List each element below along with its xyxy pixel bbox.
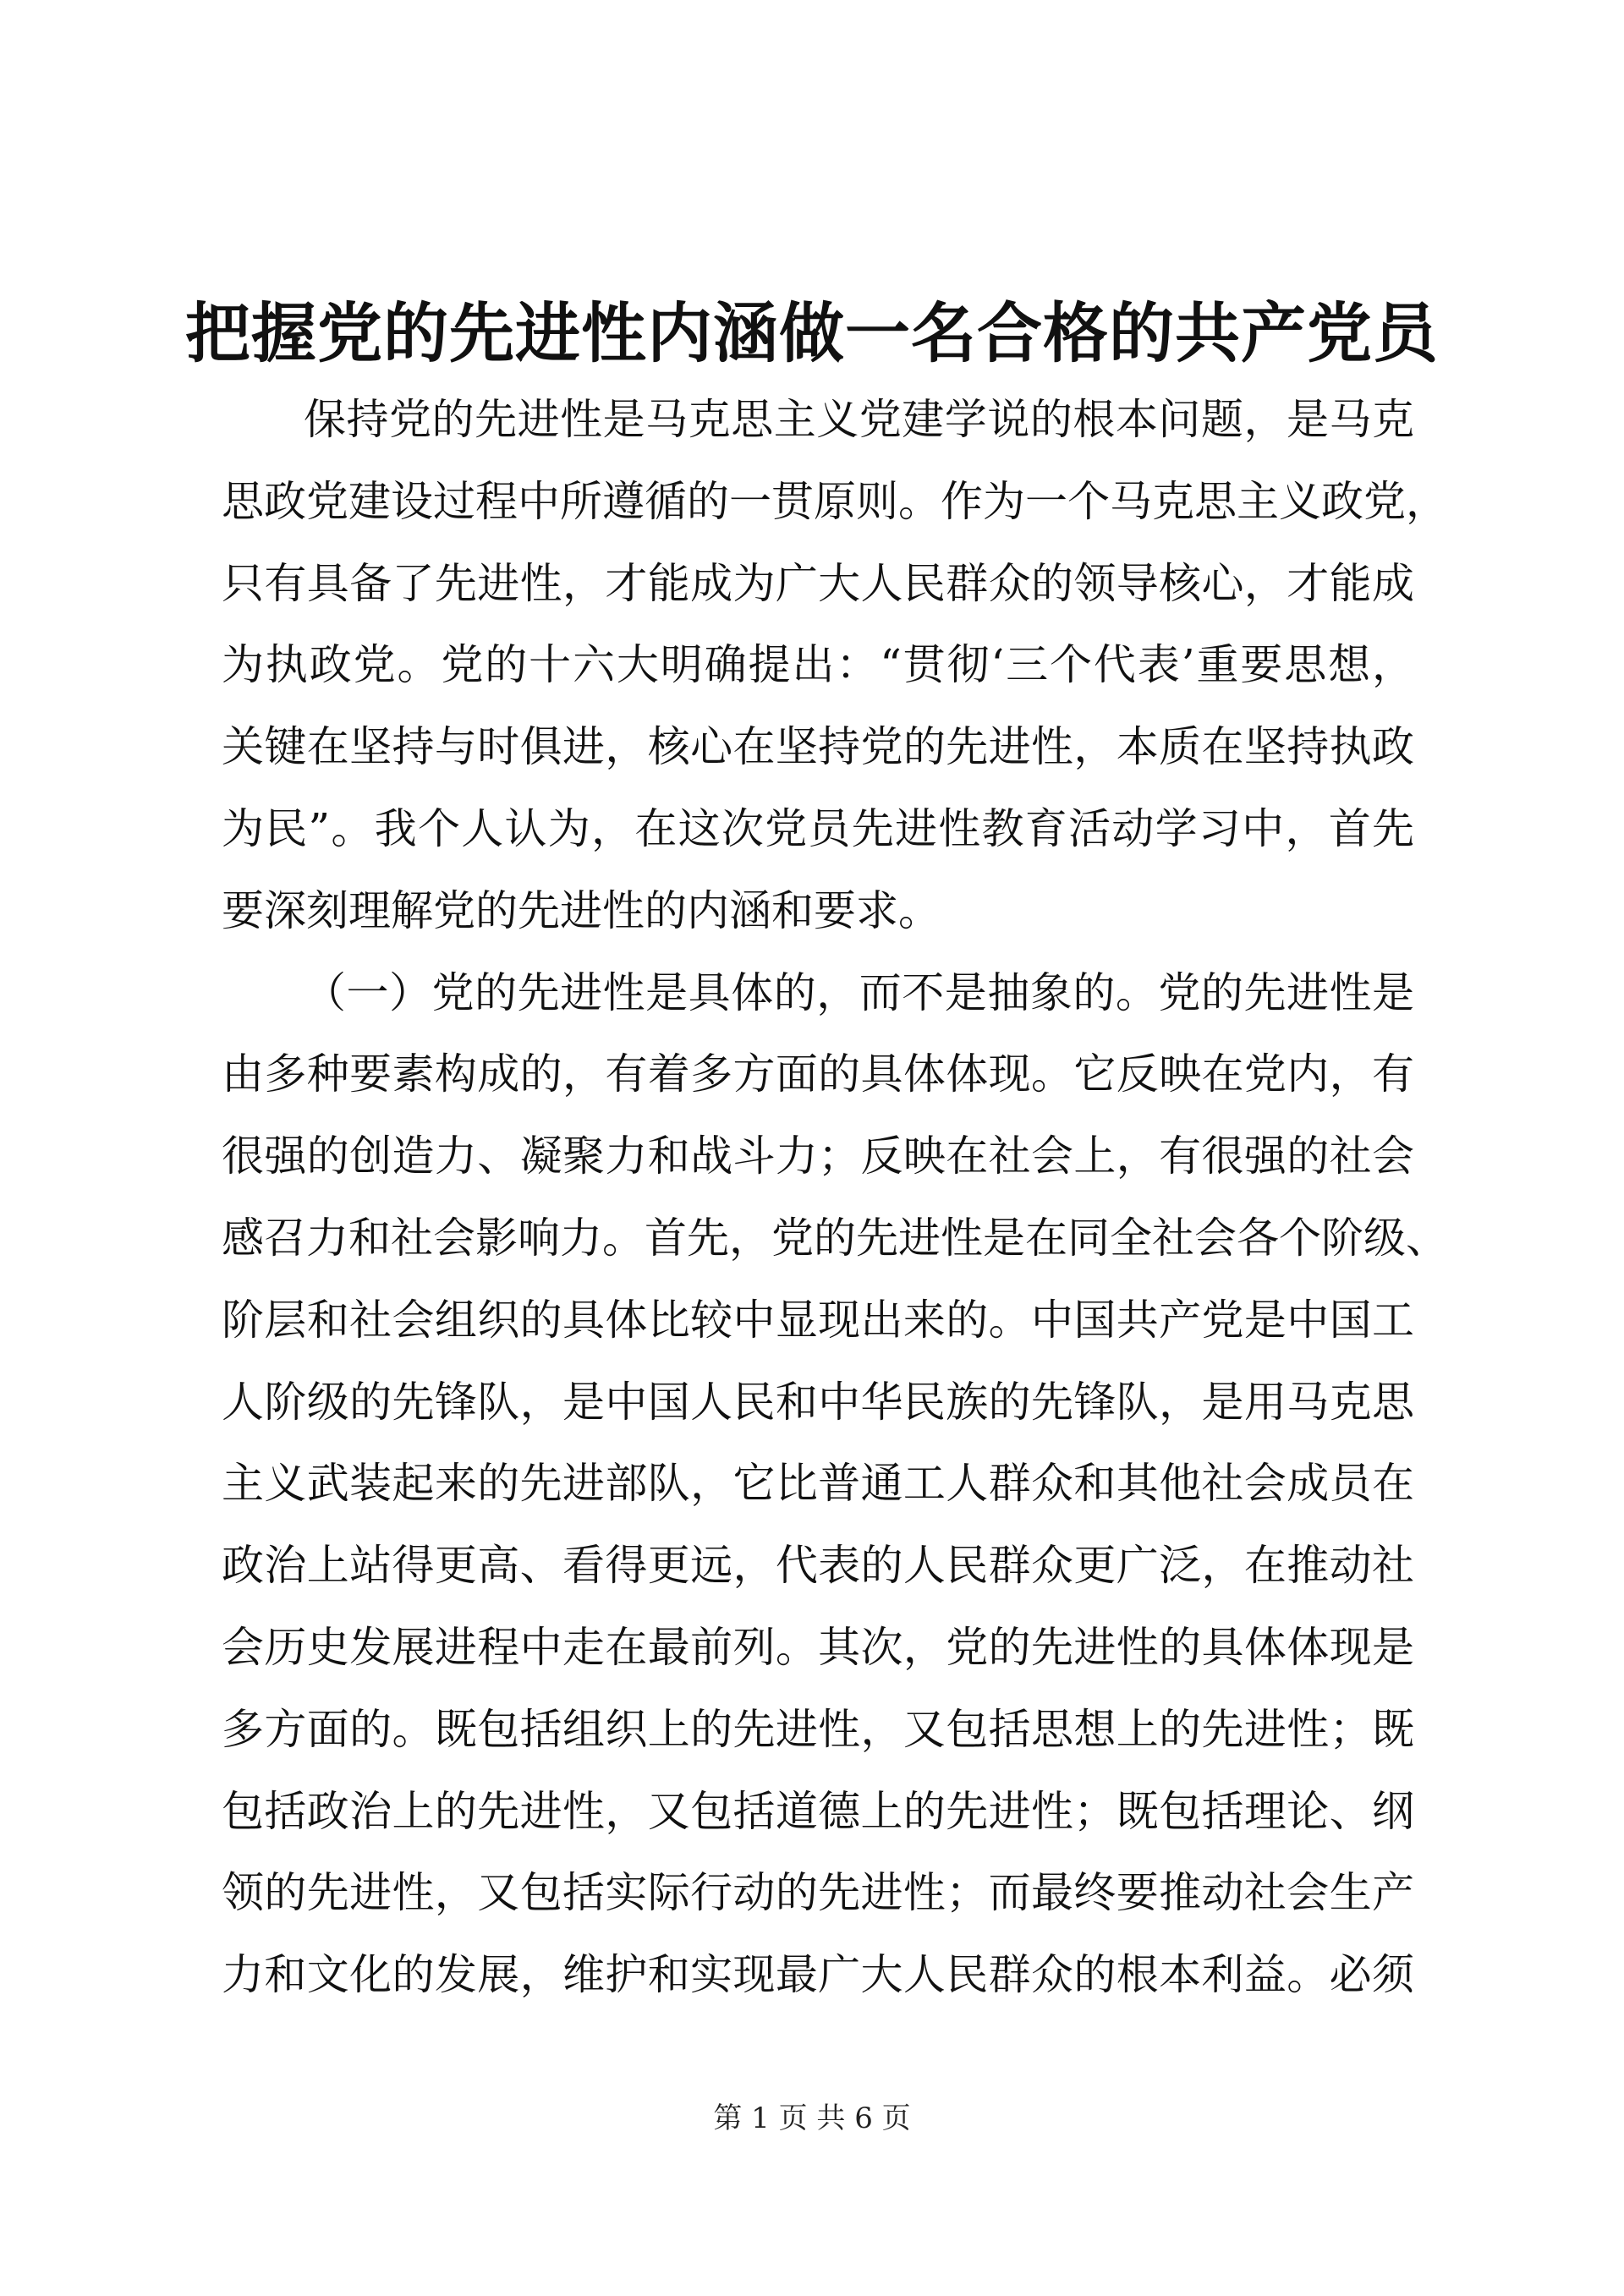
paragraph-2-line: 由多种要素构成的，有着多方面的具体体现。它反映在党内，有 (222, 1049, 1414, 1099)
paragraph-2-line: 很强的创造力、凝聚力和战斗力；反映在社会上，有很强的社会 (222, 1132, 1414, 1181)
paragraph-2-line: 主义武装起来的先进部队，它比普通工人群众和其他社会成员在 (222, 1459, 1414, 1509)
paragraph-2-line: 包括政治上的先进性，又包括道德上的先进性；既包括理论、纲 (222, 1786, 1414, 1836)
document-title: 把握党的先进性内涵做一名合格的共产党员 (185, 296, 1439, 372)
paragraph-1-line: 保持党的先进性是马克思主义党建学说的根本问题，是马克 (304, 395, 1414, 444)
paragraph-1-line: 为执政党。党的十六大明确提出：“贯彻‘三个代表’重要思想， (222, 640, 1414, 690)
paragraph-2-line: 领的先进性，又包括实际行动的先进性；而最终要推动社会生产 (222, 1868, 1414, 1918)
paragraph-1-line: 为民”。我个人认为，在这次党员先进性教育活动学习中，首先 (222, 803, 1414, 853)
paragraph-2-line: 力和文化的发展，维护和实现最广大人民群众的根本利益。必须 (222, 1950, 1414, 2000)
page-number-footer: 第 1 页 共 6 页 (713, 2101, 911, 2135)
paragraph-1-line: 只有具备了先进性，才能成为广大人民群众的领导核心，才能成 (222, 558, 1414, 608)
paragraph-1-line: 关键在坚持与时俱进，核心在坚持党的先进性，本质在坚持执政 (222, 722, 1414, 772)
paragraph-1-line: 思政党建设过程中所遵循的一贯原则。作为一个马克思主义政党， (222, 476, 1448, 526)
paragraph-2-line: 人阶级的先锋队，是中国人民和中华民族的先锋队，是用马克思 (222, 1377, 1414, 1427)
paragraph-1-line: 要深刻理解党的先进性的内涵和要求。 (222, 885, 941, 935)
document-body (222, 379, 1448, 2016)
paragraph-2-line: 政治上站得更高、看得更远，代表的人民群众更广泛，在推动社 (222, 1541, 1414, 1591)
paragraph-2-line: 阶层和社会组织的具体比较中显现出来的。中国共产党是中国工 (222, 1295, 1414, 1345)
paragraph-2-line: 多方面的。既包括组织上的先进性，又包括思想上的先进性；既 (222, 1704, 1414, 1754)
paragraph-2-line: 感召力和社会影响力。首先，党的先进性是在同全社会各个阶级、 (222, 1213, 1448, 1263)
paragraph-2-line: （一）党的先进性是具体的，而不是抽象的。党的先进性是 (304, 967, 1414, 1017)
paragraph-2-line: 会历史发展进程中走在最前列。其次，党的先进性的具体体现是 (222, 1622, 1414, 1672)
